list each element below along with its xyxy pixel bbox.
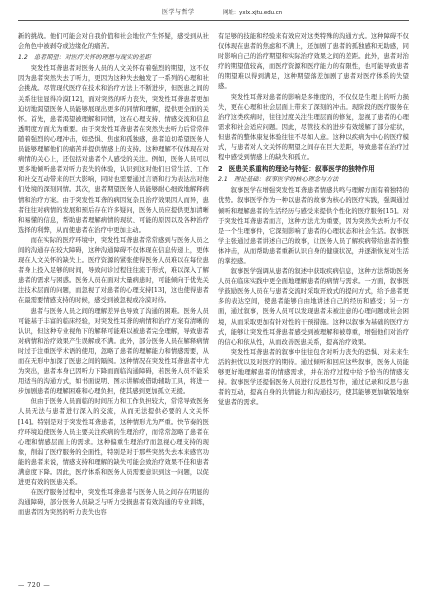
body-paragraph: 而在实际的医疗环境中，突发性耳聋患者常常感到与医务人员之间的沟通存在较大障碍，这种沟通障碍不仅体现在信息传递上，更体现在人文关怀的缺失上。医疗资源的紧张使得医务人员难以在每位患者身上投入足够的时间，导致问诊过程往往流于形式，难以深入了解患者的需求与困惑。医务人员在面对大量病患时，可能倾向于优先关注技术层面的问题，而忽视了对患者的心理支持[13]，这也使得患者在最需要情感支持的时候，感受到被忽视或冷漠对待。 <box>18 236 209 305</box>
running-header <box>18 6 409 21</box>
body-paragraph: 叙事医学在增强突发性耳聋患者情感共鸣与理解方面有着独特的优势。叙事医学作为一种以患者的故事为核心的医疗实践，强调通过倾听和理解患者的生活经历与感受来提供个性化的医疗服务[15]。对于突发性耳聋患者而言，这种方法尤为重要，因为突然失去听力不仅是一个生理事件，它深刻影响了患者的心理状态和社会生活。叙事医学主张通过患者讲述自己的故事，让医务人员了解疾病带给患者的整体冲击，从而帮助患者重新认识自身的健康状况，并逐渐恢复对生活的掌控感。 <box>218 187 409 265</box>
body-paragraph: 突发性耳聋患者的叙事中往往包含对听力丧失的恐惧、对未来生活的担忧以及对医疗的期待。通过倾听和回应这些叙事，医务人员能够更好地理解患者的情感需求，并在治疗过程中给予恰当的情感支持。叙事医学还提倡医务人员进行反思性写作，通过记录和反思与患者的互动，提高自身的共情能力和沟通技巧，使其能够更加敏锐地察觉患者的需求。 <box>218 348 409 407</box>
body-paragraph: 但由于医务人员面临的时间压力和工作负担较大，常常导致医务人员无法与患者进行深入的交流，从而无法提供必要的人文关怀[14]。特别是对于突发性耳聋患者，这种情形尤为严重。快节奏的医疗环境迫使医务人员主要关注疾病的生理治疗，而常常忽略了患者在心理和情感层面上的需求。这种偏重生理治疗而忽视心理支持的现象，削弱了医疗服务的全面性，特别是对于那些突然失去本来感官功能的患者来说，情感支持和理解的缺失可能会致治疗效果不佳和患者满意度下降。因此，医疗体系和医务人员需要意识到这一问题，以促进更有效的医患关系。 <box>18 398 209 487</box>
page-number: — 720 — <box>18 582 51 589</box>
section-number: 2 <box>218 165 223 174</box>
section-title: 医患关系重构的理论与特征：叙事医学的独特作用 <box>228 165 375 174</box>
body-paragraph: 在医疗服务过程中，突发性耳聋患者与医务人员之间存在明显的沟通障碍，部分医务人员缺乏与听力受损患者有效沟通的专业训练，而患者因为突然的听力丧失也容 <box>18 489 209 517</box>
body-paragraph: 突发性耳聋患者对医务人员的人文关怀有着强烈的期望，这不仅因为患者突然失去了听力，更因为这种失去触发了一系列的心理和社会挑战。尽管现代医疗在技术和治疗方法上不断进步，但医患之间的关系往往显得冷漠[12]，面对突然的听力丧失，突发性耳聋患者更加迫切地渴望医务人员能够展现出更多的同情和理解，提供更全面的关怀。首先，患者渴望被理解和同情，这在心理支持、情感交流和信息透明度方面尤为重要。由于突发性耳聋患者在突然失去听力后常常伴随着强烈的心理冲击，如恐惧、焦虑和孤独感，患者迫切希望医务人员能够理解他们的痛苦并提供情感上的支持。这种理解不仅体现在对病情的关心上，还包括对患者个人感受的关注。例如，医务人员可以更多地倾听患者对听力丧失的体验，认识到这对他们日常生活、工作和社交互动带来的巨大影响，同时也需要通过言语和行为表达出对他们处境的深刻同情。其次，患者期望医务人员能够耐心细致地解释病情和治疗方案。由于突发性耳聋的病因复杂且治疗效果因人而异，患者往往对病情的发展和预后存在许多疑问，医务人员应提供更加清晰和易懂的信息，帮助患者理解病情的现状、可能的原因以及各种治疗选择的利弊，从而使患者在治疗中更加主动。 <box>18 65 209 234</box>
body-paragraph: 有足够的技能和经验来有效应对这类特殊的沟通方式。这种障碍不仅仅体现在患者的焦虑和不满上，还加剧了患者的孤独感和无助感，同时影响自己的治疗期望和实际治疗效果之间的差距。此外，患者对治疗的期望值较高，而医疗资源和医疗能力的有限性，也可能导致患者的期望难以得到满足，这种期望落差加剧了患者对医疗体系的失望感。 <box>218 33 409 91</box>
left-column <box>18 32 209 519</box>
body-paragraph: 患者与医务人员之间的理解差异也导致了沟通的困难。医务人员可能基于丰富的临床经验，对突发性耳聋的病情和治疗方案有清晰的认识，但这种专业视角下的解释可能难以被患者完全理解，导致患者对病情和治疗效果产生误解或不满。此外，部分医务人员在解释病情时过于注重医学术语的使用，忽略了患者的理解能力和情感需要，从而在无形中加深了医患之间的隔阂。这种情况在突发性耳聋患者中尤为突出，患者本身已因听力下降而面临沟通障碍，若医务人员不能采用适当的沟通方式，如书面说明、图示讲解或借助辅助工具，将进一步加剧患者的理解困难和心理负担，使其感到更加孤立无援。 <box>18 307 209 396</box>
body-paragraph: 突发性耳聋对患者的影响是多维度的，不仅仅是生理上的听力损失，更在心理和社会层面上带来了深刻的冲击。现阶段的医疗服务在治疗这类疾病时，往往过度关注生理层面的修复，忽视了患者的心理需求和社会适应问题。因此，尽管技术的进步有效缓解了部分症状，但患者的整体康复体验往往不尽如人意。这种以疾病为中心的医疗模式，与患者对人文关怀的期望之间存在巨大差距，导致患者在治疗过程中感受到情感上的缺失和孤立。 <box>218 93 409 162</box>
body-paragraph: 叙事医学强调从患者的叙述中获取疾病信息，这种方法帮助医务人员在临床实践中更全面地理解患者的病情与需求。一方面，叙事医学鼓励医务人员在与患者交流时采取开放式的提问方式，给予患者更多的表达空间，使患者能够自由地讲述自己的经历和感受；另一方面，通过叙事，医务人员可以发现患者未被注意的心理问题或社会困境，从而采取更加有针对性的干预措施。这种以叙事为基础的医疗方式，能够让突发性耳聋患者感受到被理解和被尊重，增强他们对治疗的信心和依从性，从而改善医患关系，提高治疗效果。 <box>218 268 409 346</box>
subsection-heading: 2.1 理论基础：叙事医学的核心理念与方法 <box>218 176 339 184</box>
section-heading <box>218 164 409 174</box>
right-column <box>218 32 409 408</box>
subsection-heading: 1.2 患者期望：对医疗关怀的理想与现实的差距 <box>18 54 151 62</box>
journal-name: 医学与哲学 <box>162 9 195 16</box>
journal-website: 网址：yxlx.xjtu.edu.cn <box>223 10 283 16</box>
body-paragraph: 新的挑战。他们可能会对自我价值和社会地位产生怀疑，感受到从社会角色中被剥夺或边缘化的痛苦。 <box>18 33 209 51</box>
